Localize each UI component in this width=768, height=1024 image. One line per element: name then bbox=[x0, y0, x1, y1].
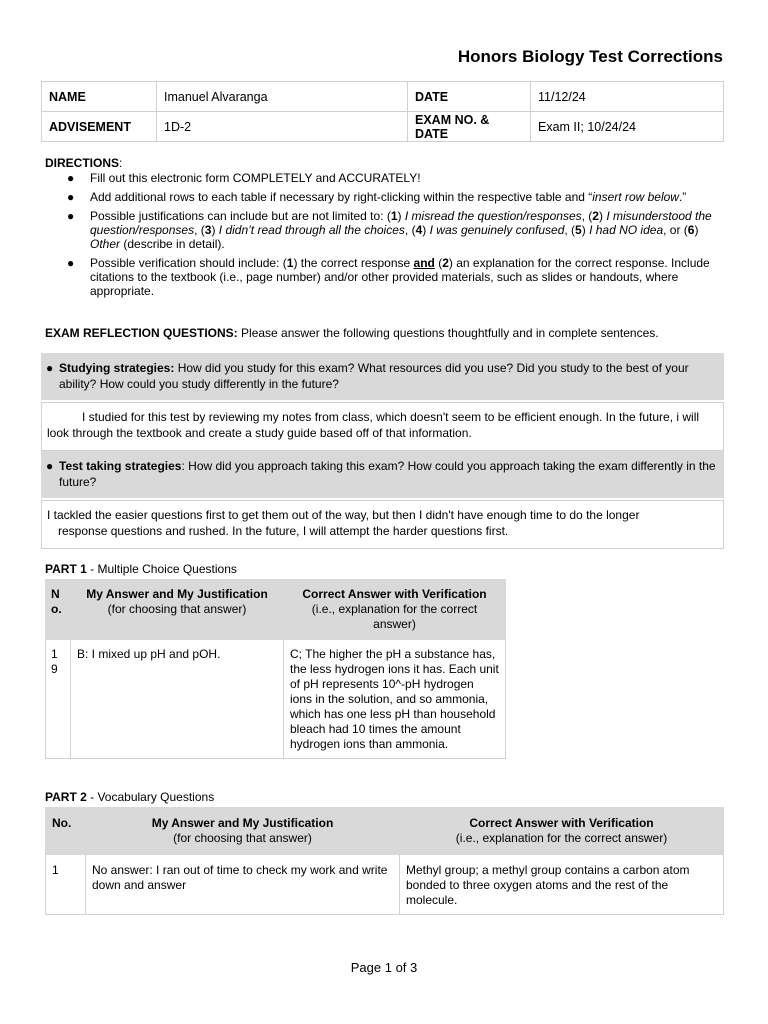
table-row bbox=[42, 82, 724, 112]
test-taking-strategies-question: ● Test taking strategies: How did you approach taking this exam? How could you approach taking the exam differently in the future? bbox=[41, 451, 724, 498]
table-header-row bbox=[46, 808, 724, 855]
directions-heading: DIRECTIONS: bbox=[45, 156, 123, 170]
advisement-label: ADVISEMENT bbox=[42, 112, 157, 142]
column-header-correct-answer: Correct Answer with Verification (i.e., explanation for the correct answer) bbox=[284, 580, 506, 640]
table-row bbox=[46, 640, 506, 759]
bullet-icon: ● bbox=[67, 190, 75, 204]
correct-answer-cell[interactable]: C; The higher the pH a substance has, the less hydrogen ions it has. Each unit of pH represents 10^-pH hydrogen ions in the solution, and so ammonia, which has one less pH than household bleach had 10 times the amount hydrogen ions than ammonia. bbox=[284, 640, 506, 759]
list-item: ● Possible verification should include: (1) the correct response and (2) an explanation for the correct response. Include citations to the textbook (i.e., page number) and/or other provided materials, such as slides or handouts, where appropriate. bbox=[67, 256, 710, 298]
page-number: Page 1 of 3 bbox=[350, 960, 418, 975]
table-header-row bbox=[46, 580, 506, 640]
directions-section bbox=[45, 156, 725, 298]
reflection-heading: EXAM REFLECTION QUESTIONS: Please answer the following questions thoughtfully and in complete sentences. bbox=[45, 326, 659, 340]
bullet-icon: ● bbox=[46, 361, 54, 375]
date-label: DATE bbox=[408, 82, 531, 112]
column-header-correct-answer: Correct Answer with Verification (i.e., explanation for the correct answer) bbox=[400, 808, 724, 855]
name-value[interactable]: Imanuel Alvaranga bbox=[157, 82, 408, 112]
page-title: Honors Biology Test Corrections bbox=[457, 47, 723, 66]
list-item: ● Add additional rows to each table if necessary by right-clicking within the respective table and “insert row below.” bbox=[67, 190, 687, 204]
my-answer-cell[interactable]: B: I mixed up pH and pOH. bbox=[71, 640, 284, 759]
directions-list bbox=[45, 171, 725, 298]
exam-value[interactable]: Exam II; 10/24/24 bbox=[531, 112, 724, 142]
correct-answer-cell[interactable]: Methyl group; a methyl group contains a carbon atom bonded to three oxygen atoms and the rest of the molecule. bbox=[400, 855, 724, 915]
student-info-table bbox=[41, 81, 724, 142]
column-header-no: No. bbox=[46, 808, 86, 855]
question-number: 1 9 bbox=[46, 640, 71, 759]
vocabulary-table bbox=[45, 807, 724, 915]
date-value[interactable]: 11/12/24 bbox=[531, 82, 724, 112]
bullet-icon: ● bbox=[67, 171, 75, 185]
column-header-my-answer: My Answer and My Justification (for choosing that answer) bbox=[71, 580, 284, 640]
name-label: NAME bbox=[42, 82, 157, 112]
table-row bbox=[42, 112, 724, 142]
column-header-no: N o. bbox=[46, 580, 71, 640]
bullet-icon: ● bbox=[67, 256, 75, 270]
test-taking-strategies-answer[interactable]: I tackled the easier questions first to get them out of the way, but then I didn't have enough time to do the longer response questions and rushed. In the future, I will attempt the harder questions first. bbox=[41, 500, 724, 549]
list-item: ● Fill out this electronic form COMPLETELY and ACCURATELY! bbox=[67, 171, 421, 185]
list-item: ● Possible justifications can include but are not limited to: (1) I misread the question/responses, (2) I misunderstood the question/responses, (3) I didn’t read through all the choices, (4) I was genuinely confused, (5) I had NO idea, or (6) Other (describe in detail). bbox=[67, 209, 712, 251]
bullet-icon: ● bbox=[46, 459, 54, 473]
studying-strategies-answer[interactable]: I studied for this test by reviewing my notes from class, which doesn't seem to be efficient enough. In the future, i will look through the textbook and create a study guide based off of that information. bbox=[41, 402, 724, 451]
question-number: 1 bbox=[46, 855, 86, 915]
my-answer-cell[interactable]: No answer: I ran out of time to check my work and write down and answer bbox=[86, 855, 400, 915]
multiple-choice-table bbox=[45, 579, 506, 759]
part1-title: PART 1 - Multiple Choice Questions bbox=[45, 562, 237, 576]
exam-label: EXAM NO. & DATE bbox=[408, 112, 531, 142]
studying-strategies-question: ● Studying strategies: How did you study for this exam? What resources did you use? Did you study to the best of your ability? How could you study differently in the future? bbox=[41, 353, 724, 400]
bullet-icon: ● bbox=[67, 209, 75, 223]
column-header-my-answer: My Answer and My Justification (for choosing that answer) bbox=[86, 808, 400, 855]
advisement-value[interactable]: 1D-2 bbox=[157, 112, 408, 142]
part2-title: PART 2 - Vocabulary Questions bbox=[45, 790, 215, 804]
table-row bbox=[46, 855, 724, 915]
